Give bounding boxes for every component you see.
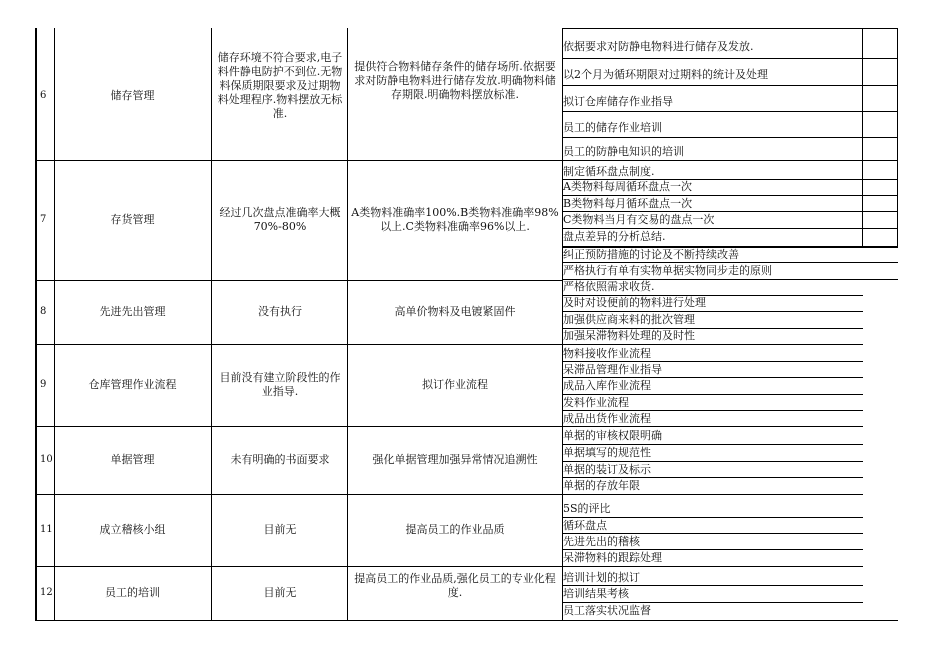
grid-line	[35, 280, 563, 281]
action-item: 5S的评比	[563, 502, 611, 515]
action-item: 成品出货作业流程	[563, 412, 651, 425]
action-item: 物料接收作业流程	[563, 347, 651, 360]
action-item: 员工的储存作业培训	[563, 121, 662, 134]
grid-line	[562, 160, 898, 161]
grid-line	[562, 85, 898, 86]
status-cell: 目前没有建立阶段性的作业指导.	[219, 371, 341, 398]
action-item: 单据的装订及标示	[563, 463, 651, 476]
goal-cell: 拟订作业流程	[422, 378, 488, 391]
action-item: 以2个月为循环期限对过期料的统计及处理	[563, 68, 768, 81]
action-item: 呆滞品管理作业指导	[563, 363, 662, 376]
item-cell: 储存管理	[110, 89, 155, 102]
action-item: 单据的审核权限明确	[563, 429, 662, 442]
grid-line	[562, 179, 898, 180]
grid-line	[562, 344, 863, 345]
action-item: 制定循环盘点制度.	[563, 165, 655, 178]
grid-line	[562, 246, 898, 248]
grid-line	[562, 28, 563, 620]
item-cell: 单据管理	[110, 453, 155, 466]
action-item: 培训结果考核	[563, 587, 629, 600]
goal-cell: 强化单据管理加强异常情况追溯性	[372, 453, 538, 466]
grid-line	[562, 533, 863, 534]
action-item: 盘点差异的分析总结.	[563, 230, 666, 243]
action-item: 发料作业流程	[563, 396, 629, 409]
goal-cell: 提高员工的作业品质	[405, 523, 505, 536]
grid-line	[562, 195, 898, 196]
action-item: 成品入库作业流程	[563, 379, 651, 392]
status-cell: 没有执行	[258, 305, 302, 318]
action-item: 循环盘点	[563, 519, 607, 532]
row-number-cell: 7	[40, 214, 47, 225]
grid-line	[562, 361, 863, 362]
grid-line	[54, 28, 55, 620]
grid-line	[347, 28, 348, 620]
row-number-cell: 12	[40, 587, 53, 598]
action-item: 呆滞物料的跟踪处理	[563, 551, 662, 564]
action-item: 员工的防静电知识的培训	[563, 145, 684, 158]
status-cell: 目前无	[263, 523, 297, 536]
action-item: 纠正预防措施的讨论及不断持续改善	[563, 248, 739, 261]
action-item: 拟订仓库储存作业指导	[563, 95, 673, 108]
grid-line	[562, 426, 863, 427]
grid-line	[562, 494, 863, 495]
grid-line	[562, 461, 863, 462]
grid-line	[35, 620, 898, 621]
grid-line	[562, 211, 898, 212]
action-item: 单据的存放年限	[563, 479, 640, 492]
grid-line	[562, 262, 898, 263]
action-item: B类物料每月循环盘点一次	[563, 197, 693, 210]
status-cell: 储存环境不符合要求,电子料件静电防护不到位.无物料保质期限要求及过期物料处理程序.物料摆放无标准.	[217, 51, 343, 120]
status-cell: 未有明确的书面要求	[230, 453, 330, 466]
action-item: 严格依照需求收货.	[563, 280, 655, 293]
action-item: 及时对设便前的物料进行处理	[563, 296, 706, 309]
item-cell: 仓库管理作业流程	[88, 378, 177, 391]
grid-line	[35, 426, 563, 427]
item-cell: 员工的培训	[105, 586, 160, 599]
grid-line	[562, 58, 898, 59]
action-item: 严格执行有单有实物单据实物同步走的原则	[563, 264, 772, 277]
grid-line	[562, 566, 863, 567]
row-number-cell: 11	[40, 524, 53, 535]
grid-line	[562, 477, 863, 478]
action-item: 单据填写的规范性	[563, 446, 651, 459]
grid-line	[562, 111, 898, 112]
grid-line	[562, 517, 863, 518]
row-number-cell: 9	[40, 379, 47, 390]
grid-line	[35, 28, 37, 620]
grid-line	[562, 279, 898, 280]
item-cell: 成立稽核小组	[99, 523, 166, 536]
goal-cell: A类物料准确率100%.B类物料准确率98%以上.C类物料准确率96%以上.	[351, 206, 559, 233]
grid-line	[562, 394, 863, 395]
status-cell: 经过几次盘点准确率大概70%-80%	[219, 206, 341, 233]
row-number-cell: 10	[40, 454, 53, 465]
grid-line	[35, 344, 563, 345]
status-cell: 目前无	[263, 586, 297, 599]
grid-line	[862, 28, 863, 248]
action-item: 培训计划的拟订	[563, 571, 640, 584]
row-number-cell: 8	[40, 306, 47, 317]
action-item: 员工落实状况监督	[563, 604, 651, 617]
grid-line	[562, 549, 863, 550]
grid-line	[562, 377, 863, 378]
action-item: 加强供应商来料的批次管理	[563, 313, 695, 326]
grid-line	[562, 328, 863, 329]
action-item: C类物料当月有交易的盘点一次	[563, 213, 715, 226]
item-cell: 存货管理	[110, 213, 155, 226]
grid-line	[211, 28, 212, 620]
grid-line	[897, 28, 898, 248]
action-item: 依据要求对防静电物料进行储存及发放.	[563, 40, 754, 53]
goal-cell: 提供符合物料储存条件的储存场所.依据要求对防静电物料进行储存发放.明确物料储存期限.明确物料摆放标准.	[354, 60, 556, 101]
goal-cell: 提高员工的作业品质,强化员工的专业化程度.	[354, 572, 556, 599]
grid-line	[562, 585, 863, 586]
grid-line	[35, 494, 563, 495]
action-item: 加强呆滞物料处理的及时性	[563, 329, 695, 342]
row-number-cell: 6	[40, 90, 47, 101]
action-item: A类物料每周循环盘点一次	[563, 180, 692, 193]
grid-line	[562, 311, 863, 312]
grid-line	[562, 444, 863, 445]
grid-line	[562, 602, 863, 603]
grid-line	[35, 566, 563, 567]
grid-line	[35, 160, 563, 161]
grid-line	[562, 228, 898, 229]
action-item: 先进先出的稽核	[563, 535, 640, 548]
grid-line	[562, 295, 863, 296]
item-cell: 先进先出管理	[99, 305, 166, 318]
grid-line	[562, 410, 863, 411]
grid-line	[562, 137, 898, 138]
goal-cell: 高单价物料及电镀紧固件	[394, 305, 516, 318]
grid-line	[562, 28, 898, 29]
